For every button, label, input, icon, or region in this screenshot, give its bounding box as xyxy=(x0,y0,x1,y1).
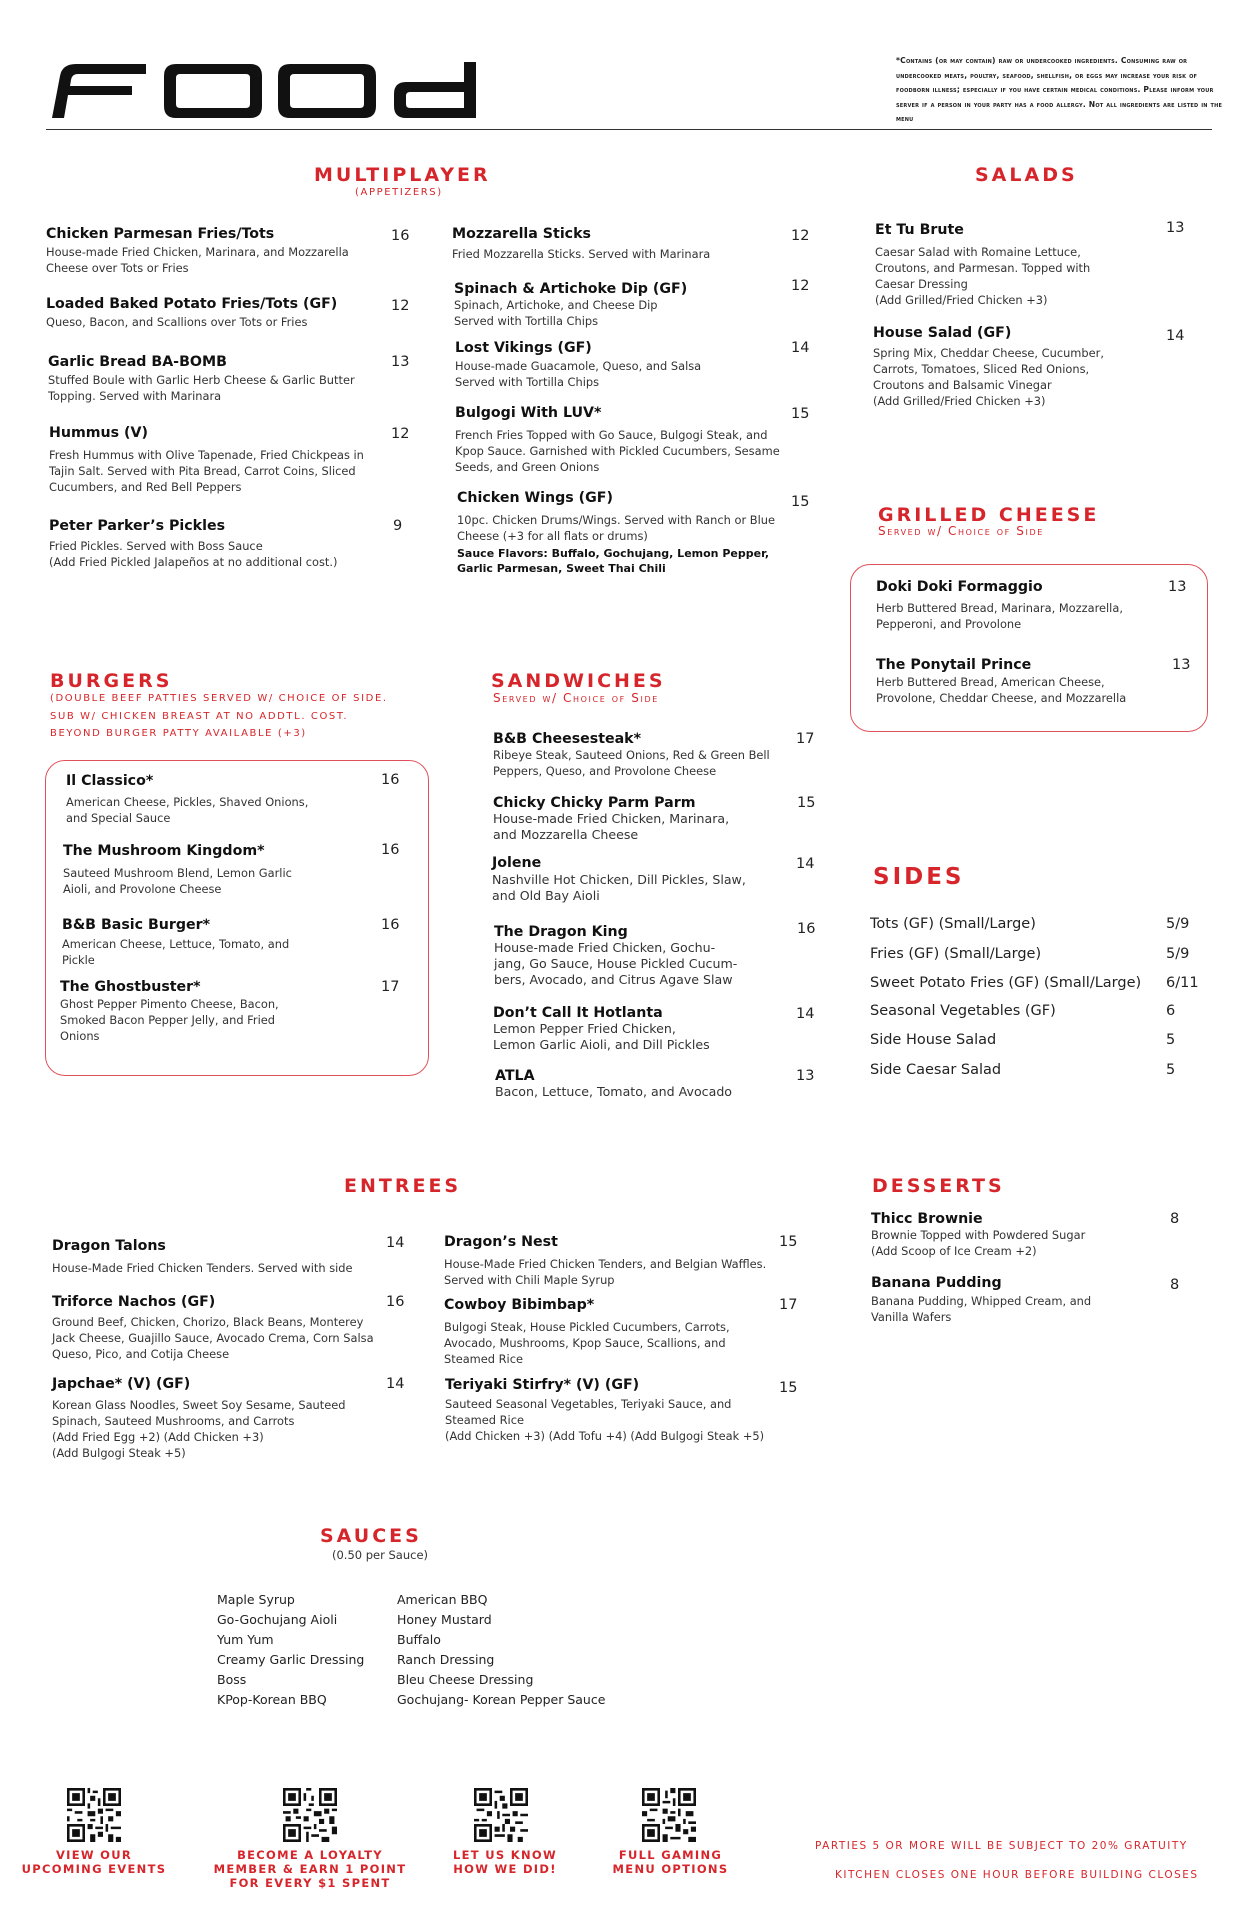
item-description: Fried Pickles. Served with Boss Sauce (Add Fried Pickled Jalapeños at no additional cost.) xyxy=(49,539,338,569)
menu-item xyxy=(63,843,383,897)
item-name: B&B Basic Burger* xyxy=(62,917,211,933)
item-name: Mozzarella Sticks xyxy=(452,226,591,242)
item-price: 14 xyxy=(386,1376,405,1392)
item-description: Lemon Pepper Fried Chicken, Lemon Garlic Aioli, and Dill Pickles xyxy=(493,1021,710,1052)
menu-item xyxy=(493,731,813,779)
item-price: 16 xyxy=(386,1294,405,1310)
item-name: Bulgogi With LUV* xyxy=(455,405,602,421)
item-name: Jolene xyxy=(492,855,542,871)
side-item-price: 5/9 xyxy=(1166,946,1190,962)
sandwiches-title: SANDWICHES xyxy=(491,670,666,692)
menu-item xyxy=(444,1234,784,1288)
item-name: The Dragon King xyxy=(494,924,628,940)
menu-item xyxy=(876,657,1176,706)
item-name: Dragon’s Nest xyxy=(444,1234,558,1250)
burgers-subtitle-line: BEYOND BURGER PATTY AVAILABLE (+3) xyxy=(50,728,307,739)
sauce-item: KPop-Korean BBQ xyxy=(217,1692,327,1707)
sides-title: SIDES xyxy=(873,864,965,890)
item-name: Doki Doki Formaggio xyxy=(876,579,1043,595)
sauces-title: SAUCES xyxy=(320,1525,422,1547)
item-name: Triforce Nachos (GF) xyxy=(52,1294,216,1310)
item-description: American Cheese, Pickles, Shaved Onions, and Special Sauce xyxy=(66,795,309,825)
qr-code-icon[interactable] xyxy=(642,1788,696,1842)
sauce-item: Ranch Dressing xyxy=(397,1652,495,1667)
item-description: Ribeye Steak, Sauteed Onions, Red & Green Bell Peppers, Queso, and Provolone Cheese xyxy=(493,748,770,778)
item-description: Brownie Topped with Powdered Sugar (Add Scoop of Ice Cream +2) xyxy=(871,1228,1086,1258)
menu-item xyxy=(445,1377,785,1444)
menu-item xyxy=(494,924,814,988)
item-price: 16 xyxy=(381,842,400,858)
qr-label-feedback[interactable]: LET US KNOW HOW WE DID! xyxy=(453,1848,557,1876)
sauce-item: Buffalo xyxy=(397,1632,441,1647)
item-description: Fried Mozzarella Sticks. Served with Marinara xyxy=(452,247,711,261)
item-description: Ghost Pepper Pimento Cheese, Bacon, Smoked Bacon Pepper Jelly, and Fried Onions xyxy=(60,997,279,1043)
item-price: 8 xyxy=(1170,1211,1180,1227)
item-price: 13 xyxy=(391,354,410,370)
item-price: 15 xyxy=(797,795,816,811)
qr-code-icon[interactable] xyxy=(283,1788,337,1842)
item-price: 15 xyxy=(791,494,810,510)
item-description: House-made Fried Chicken, Marinara, and Mozzarella Cheese over Tots or Fries xyxy=(46,245,349,275)
menu-item xyxy=(873,325,1193,409)
grilled-cheese-subtitle: Served w/ Choice of Side xyxy=(878,524,1044,538)
sauces-column-1 xyxy=(217,1590,364,1710)
sauce-item: Go-Gochujang Aioli xyxy=(217,1612,338,1627)
food-logo xyxy=(50,62,480,120)
item-name: House Salad (GF) xyxy=(873,325,1012,341)
item-description: Spring Mix, Cheddar Cheese, Cucumber, Carrots, Tomatoes, Sliced Red Onions, Croutons and Balsamic Vinegar (Add Grilled/Fried Chicken +3) xyxy=(873,346,1104,408)
item-name: Dragon Talons xyxy=(52,1238,166,1254)
kitchen-hours-notice: KITCHEN CLOSES ONE HOUR BEFORE BUILDING CLOSES xyxy=(835,1869,1199,1881)
item-price: 16 xyxy=(381,772,400,788)
item-description: 10pc. Chicken Drums/Wings. Served with Ranch or Blue Cheese (+3 for all flats or drums) xyxy=(457,513,775,543)
item-name: Et Tu Brute xyxy=(875,222,964,238)
item-price: 16 xyxy=(391,228,410,244)
item-price: 13 xyxy=(1168,579,1187,595)
desserts-title: DESSERTS xyxy=(872,1175,1005,1197)
side-item-price: 6 xyxy=(1166,1003,1176,1019)
item-name: Don’t Call It Hotlanta xyxy=(493,1005,663,1021)
menu-item xyxy=(48,354,408,404)
menu-item xyxy=(49,518,409,570)
menu-item xyxy=(493,795,816,843)
sauce-item: Yum Yum xyxy=(217,1632,274,1647)
menu-item xyxy=(454,281,794,329)
menu-item xyxy=(876,579,1176,632)
multiplayer-subtitle: (APPETIZERS) xyxy=(355,187,443,198)
sauce-item: Honey Mustard xyxy=(397,1612,492,1627)
side-item-name: Tots (GF) (Small/Large) xyxy=(870,916,1036,932)
menu-item xyxy=(495,1068,815,1100)
menu-item xyxy=(492,855,815,904)
item-price: 14 xyxy=(1166,328,1185,344)
menu-item xyxy=(66,773,386,826)
header-divider xyxy=(46,129,1212,130)
grilled-cheese-title: GRILLED CHEESE xyxy=(878,504,1100,526)
item-price: 17 xyxy=(381,979,400,995)
side-item-name: Seasonal Vegetables (GF) xyxy=(870,1003,1056,1019)
item-description: French Fries Topped with Go Sauce, Bulgogi Steak, and Kpop Sauce. Garnished with Pickled Cucumbers, Sesame Seeds, and Green Onions xyxy=(455,428,780,474)
sauce-item: Maple Syrup xyxy=(217,1592,295,1607)
qr-code-icon[interactable] xyxy=(474,1788,528,1842)
item-name: ATLA xyxy=(495,1068,535,1084)
item-price: 13 xyxy=(796,1068,815,1084)
item-price: 15 xyxy=(791,406,810,422)
item-description: Caesar Salad with Romaine Lettuce, Croutons, and Parmesan. Topped with Caesar Dressing (Add Grilled/Fried Chicken +3) xyxy=(875,245,1091,307)
burgers-title: BURGERS xyxy=(50,670,173,692)
side-item-price: 5/9 xyxy=(1166,916,1190,932)
item-price: 14 xyxy=(796,856,815,872)
item-description: Queso, Bacon, and Scallions over Tots or Fries xyxy=(46,315,308,329)
menu-item xyxy=(46,296,406,330)
menu-item xyxy=(455,405,800,475)
menu-item xyxy=(871,1275,1191,1325)
item-price: 12 xyxy=(791,278,810,294)
item-price: 17 xyxy=(796,731,815,747)
item-price: 8 xyxy=(1170,1277,1180,1293)
side-item-price: 5 xyxy=(1166,1062,1176,1078)
item-price: 13 xyxy=(1166,220,1185,236)
item-description: Sauteed Seasonal Vegetables, Teriyaki Sauce, and Steamed Rice (Add Chicken +3) (Add Tofu +4) (Add Bulgogi Steak +5) xyxy=(445,1397,765,1443)
item-name: Spinach & Artichoke Dip (GF) xyxy=(454,281,688,297)
menu-item xyxy=(457,490,802,576)
qr-label-loyalty[interactable]: BECOME A LOYALTY MEMBER & EARN 1 POINT FOR EVERY $1 SPENT xyxy=(213,1848,407,1890)
side-item-price: 5 xyxy=(1166,1032,1176,1048)
sauce-item: Bleu Cheese Dressing xyxy=(397,1672,534,1687)
item-name: Chicken Parmesan Fries/Tots xyxy=(46,226,275,242)
item-description: Bacon, Lettuce, Tomato, and Avocado xyxy=(495,1084,733,1099)
menu-item xyxy=(452,226,792,262)
side-item-name: Sweet Potato Fries (GF) (Small/Large) xyxy=(870,975,1142,991)
menu-item xyxy=(49,425,409,495)
item-description: American Cheese, Lettuce, Tomato, and Pickle xyxy=(62,937,290,967)
item-name: Loaded Baked Potato Fries/Tots (GF) xyxy=(46,296,338,312)
item-description: Fresh Hummus with Olive Tapenade, Fried Chickpeas in Tajin Salt. Served with Pita Bread, Carrot Coins, Sliced Cucumbers, and Red Bell Peppers xyxy=(49,448,364,494)
item-description: House-Made Fried Chicken Tenders. Served with side xyxy=(52,1261,353,1275)
item-description: Sauteed Mushroom Blend, Lemon Garlic Aioli, and Provolone Cheese xyxy=(63,866,292,896)
item-price: 16 xyxy=(381,917,400,933)
item-name: Japchae* (V) (GF) xyxy=(52,1376,191,1392)
sauce-item: American BBQ xyxy=(397,1592,488,1607)
menu-item xyxy=(52,1376,412,1461)
item-price: 12 xyxy=(791,228,810,244)
item-description: House-made Fried Chicken, Marinara, and Mozzarella Cheese xyxy=(493,811,730,842)
item-name: Cowboy Bibimbap* xyxy=(444,1297,595,1313)
item-name: Thicc Brownie xyxy=(871,1211,983,1227)
item-price: 14 xyxy=(796,1006,815,1022)
sauces-subtitle: (0.50 per Sauce) xyxy=(332,1548,429,1562)
item-description: Bulgogi Steak, House Pickled Cucumbers, Carrots, Avocado, Mushrooms, Kpop Sauce, Scallions, and Steamed Rice xyxy=(444,1320,730,1366)
sauce-item: Boss xyxy=(217,1672,247,1687)
menu-item xyxy=(46,226,406,276)
sandwiches-subtitle: Served w/ Choice of Side xyxy=(493,691,659,705)
side-item-name: Side House Salad xyxy=(870,1032,997,1048)
side-item-name: Side Caesar Salad xyxy=(870,1062,1002,1078)
wing-sauce-flavors: Sauce Flavors: Buffalo, Gochujang, Lemon Pepper, Garlic Parmesan, Sweet Thai Chili xyxy=(457,547,770,575)
item-price: 14 xyxy=(791,340,810,356)
multiplayer-title: MULTIPLAYER xyxy=(314,164,491,186)
menu-item xyxy=(871,1211,1191,1259)
item-price: 13 xyxy=(1172,657,1191,673)
item-description: House-made Guacamole, Queso, and Salsa Served with Tortilla Chips xyxy=(455,359,702,389)
item-name: Garlic Bread BA-BOMB xyxy=(48,354,227,370)
item-name: The Ghostbuster* xyxy=(60,979,201,995)
item-description: Stuffed Boule with Garlic Herb Cheese & Garlic Butter Topping. Served with Marinara xyxy=(48,373,355,403)
item-name: Il Classico* xyxy=(66,773,154,789)
item-price: 14 xyxy=(386,1235,405,1251)
logo-text: FOOd xyxy=(50,62,53,63)
item-description: Herb Buttered Bread, Marinara, Mozzarella, Pepperoni, and Provolone xyxy=(876,601,1123,631)
menu-item xyxy=(62,917,382,968)
burgers-subtitle-line: (DOUBLE BEEF PATTIES SERVED W/ CHOICE OF SIDE. xyxy=(50,693,388,704)
item-name: Chicky Chicky Parm Parm xyxy=(493,795,696,811)
item-description: Herb Buttered Bread, American Cheese, Provolone, Cheddar Cheese, and Mozzarella xyxy=(876,675,1127,705)
item-price: 12 xyxy=(391,426,410,442)
allergy-disclaimer: *Contains (or may contain) raw or undercooked ingredients. Consuming raw or undercooked meats, poultry, seafood, shellfish, or eggs may increase your risk of foodborn illness; especially if you have certain medical conditions. Please inform your server if a person in your party has a food allergy. Not all ingredients are listed in the menu xyxy=(896,56,1223,124)
side-item-price: 6/11 xyxy=(1166,975,1199,991)
burgers-subtitle xyxy=(50,690,388,743)
item-name: Banana Pudding xyxy=(871,1275,1002,1291)
side-item-name: Fries (GF) (Small/Large) xyxy=(870,946,1042,962)
item-name: Lost Vikings (GF) xyxy=(455,340,592,356)
item-name: Chicken Wings (GF) xyxy=(457,490,613,506)
item-description: Banana Pudding, Whipped Cream, and Vanilla Wafers xyxy=(871,1294,1092,1324)
menu-item xyxy=(52,1238,412,1276)
menu-item xyxy=(493,1005,813,1053)
item-description: House-Made Fried Chicken Tenders, and Belgian Waffles. Served with Chili Maple Syrup xyxy=(444,1257,767,1287)
sauce-item: Gochujang- Korean Pepper Sauce xyxy=(397,1692,606,1707)
item-description: Korean Glass Noodles, Sweet Soy Sesame, Sauteed Spinach, Sauteed Mushrooms, and Carrots (Add Fried Egg +2) (Add Chicken +3) (Add Bulgogi Steak +5) xyxy=(52,1398,346,1460)
item-price: 12 xyxy=(391,298,410,314)
item-name: Peter Parker’s Pickles xyxy=(49,518,226,534)
item-name: The Mushroom Kingdom* xyxy=(63,843,265,859)
sauces-column-2 xyxy=(397,1590,605,1710)
burgers-subtitle-line: SUB W/ CHICKEN BREAST AT NO ADDTL. COST. xyxy=(50,710,349,722)
item-description: House-made Fried Chicken, Gochu- jang, Go Sauce, House Pickled Cucum- bers, Avocado, and Citrus Agave Slaw xyxy=(494,940,738,987)
item-name: The Ponytail Prince xyxy=(876,657,1032,673)
item-description: Ground Beef, Chicken, Chorizo, Black Beans, Monterey Jack Cheese, Guajillo Sauce, Avocado Crema, Corn Salsa Queso, Pico, and Cotija Cheese xyxy=(52,1315,374,1361)
qr-label-events[interactable]: VIEW OUR UPCOMING EVENTS xyxy=(21,1848,167,1876)
item-price: 9 xyxy=(393,518,403,534)
item-name: Teriyaki Stirfry* (V) (GF) xyxy=(445,1377,640,1393)
qr-label-gaming-menu[interactable]: FULL GAMING MENU OPTIONS xyxy=(612,1848,729,1876)
entrees-title: ENTREES xyxy=(344,1175,462,1197)
salads-title: SALADS xyxy=(975,164,1078,186)
item-description: Nashville Hot Chicken, Dill Pickles, Slaw, and Old Bay Aioli xyxy=(492,872,746,903)
qr-code-icon[interactable] xyxy=(67,1788,121,1842)
gratuity-notice: PARTIES 5 OR MORE WILL BE SUBJECT TO 20% GRATUITY xyxy=(815,1840,1188,1852)
menu-item xyxy=(52,1294,412,1362)
item-name: B&B Cheesesteak* xyxy=(493,731,642,747)
item-price: 15 xyxy=(779,1380,798,1396)
menu-item xyxy=(60,979,380,1044)
item-price: 17 xyxy=(779,1297,798,1313)
sauce-item: Creamy Garlic Dressing xyxy=(217,1652,365,1667)
item-price: 16 xyxy=(797,921,816,937)
menu-item xyxy=(875,222,1195,308)
menu-item xyxy=(455,340,795,390)
item-price: 15 xyxy=(779,1234,798,1250)
menu-item xyxy=(444,1297,784,1367)
item-description: Spinach, Artichoke, and Cheese Dip Served with Tortilla Chips xyxy=(454,298,658,328)
item-name: Hummus (V) xyxy=(49,425,148,441)
